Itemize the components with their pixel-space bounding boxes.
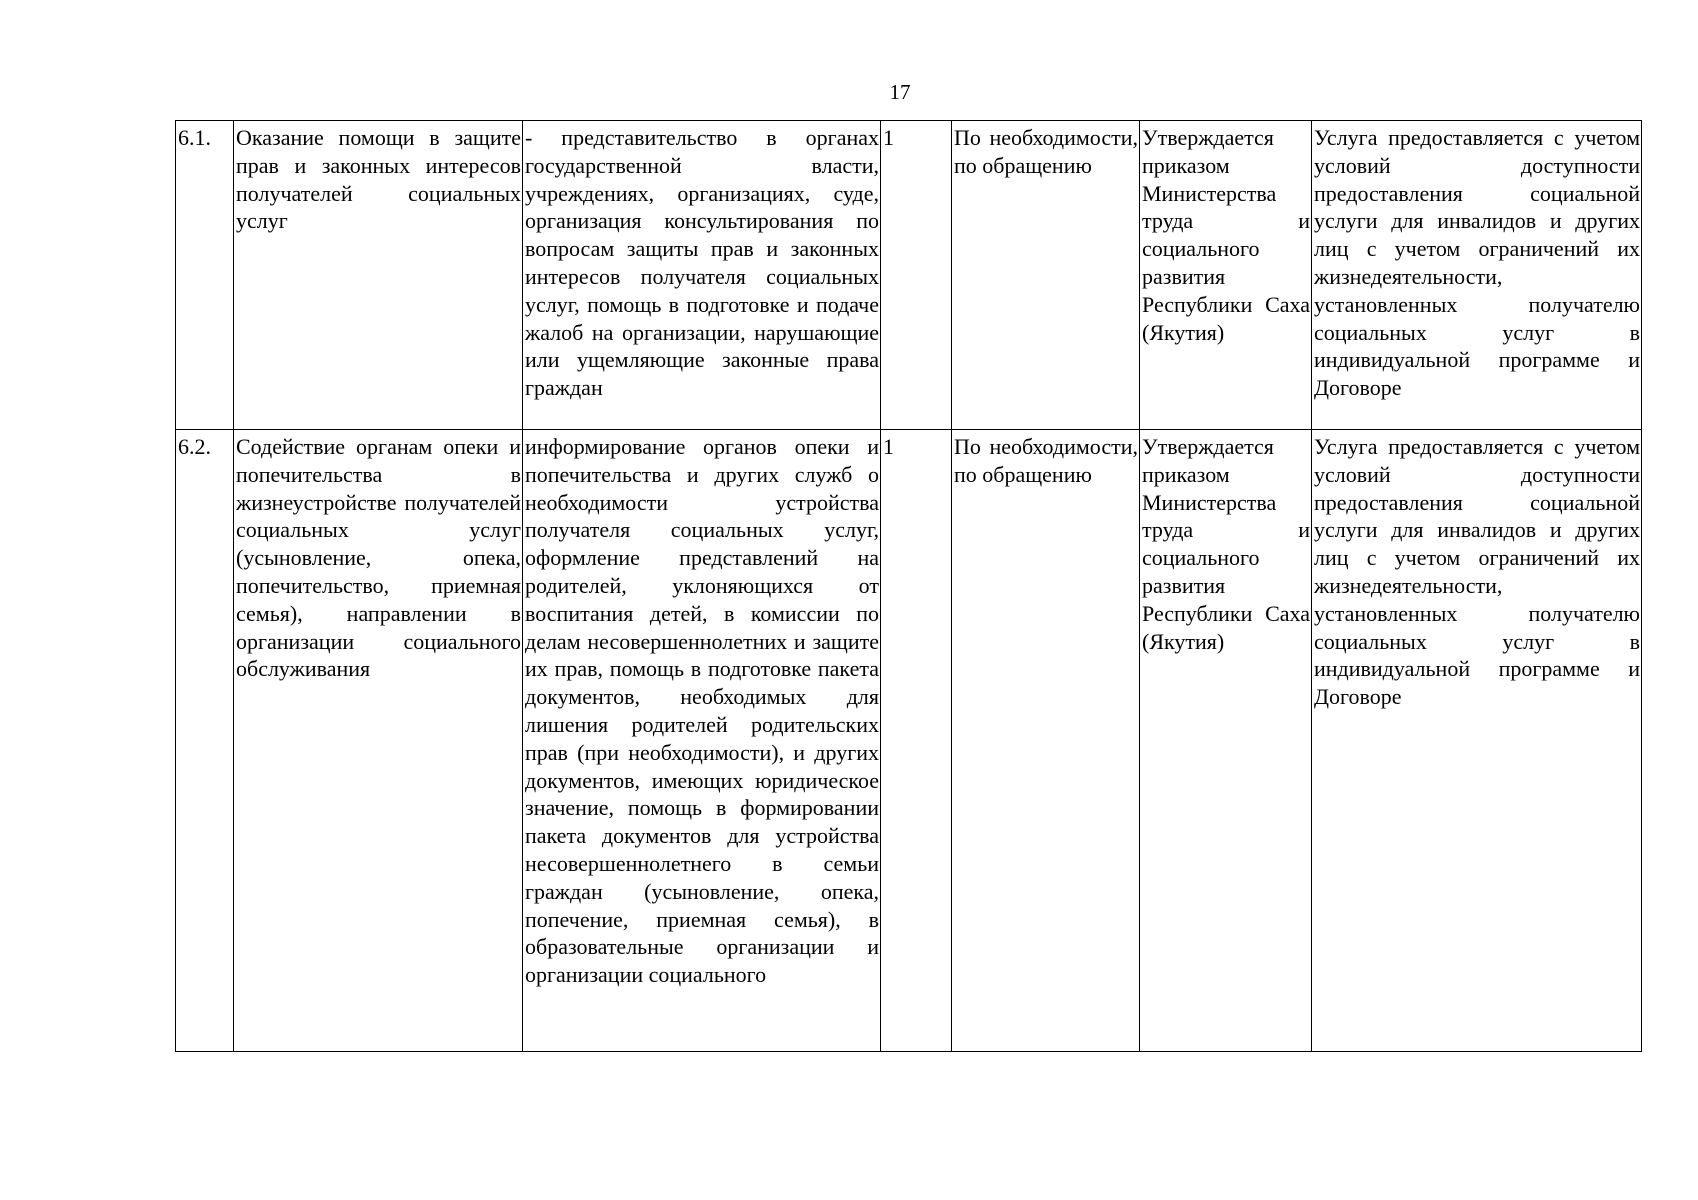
term-cell: По необходимости, по обращению [952,430,1140,1052]
conditions-cell: Услуга предоставляется с учетом условий доступности предоставления социальной услуги для инвалидов и других лиц с учетом ограничений их жизнедеятельности, установленных получателю социальных услуг в индивидуальной программе и Договоре [1312,430,1642,1052]
page-number: 17 [889,80,911,104]
table-row [176,121,1642,430]
row-number-cell: 6.1. [176,121,234,430]
quantity-cell: 1 [881,121,952,430]
service-name-cell: Содействие органам опеки и попечительства в жизнеустройстве получателей социальных услуг (усыновление, опека, попечительство, приемная семья), направлении в организации социального обслуживания [234,430,523,1052]
table-row [176,430,1642,1052]
tariff-cell: Утверждается приказом Министерства труда и социального развития Республики Саха (Якутия) [1140,430,1312,1052]
tariff-cell: Утверждается приказом Министерства труда и социального развития Республики Саха (Якутия) [1140,121,1312,430]
service-description-cell: информирование органов опеки и попечительства и других служб о необходимости устройства получателя социальных услуг, оформление представлений на родителей, уклоняющихся от воспитания детей, в комиссии по делам несовершеннолетних и защите их прав, помощь в подготовке пакета документов, необходимых для лишения родителей родительских прав (при необходимости), и других документов, имеющих юридическое значение, помощь в формировании пакета документов для устройства несовершеннолетнего в семьи граждан (усыновление, опека, попечение, приемная семья), в образовательные организации и организации социального [523,430,881,1052]
row-number-cell: 6.2. [176,430,234,1052]
quantity-cell: 1 [881,430,952,1052]
term-cell: По необходимости, по обращению [952,121,1140,430]
service-name-cell: Оказание помощи в защите прав и законных интересов получателей социальных услуг [234,121,523,430]
service-description-cell: - представительство в органах государственной власти, учреждениях, организациях, суде, организация консультирования по вопросам защиты прав и законных интересов получателя социальных услуг, помощь в подготовке и подаче жалоб на организации, нарушающие или ущемляющие законные права граждан [523,121,881,430]
conditions-cell: Услуга предоставляется с учетом условий доступности предоставления социальной услуги для инвалидов и других лиц с учетом ограничений их жизнедеятельности, установленных получателю социальных услуг в индивидуальной программе и Договоре [1312,121,1642,430]
services-table [175,120,1642,1052]
